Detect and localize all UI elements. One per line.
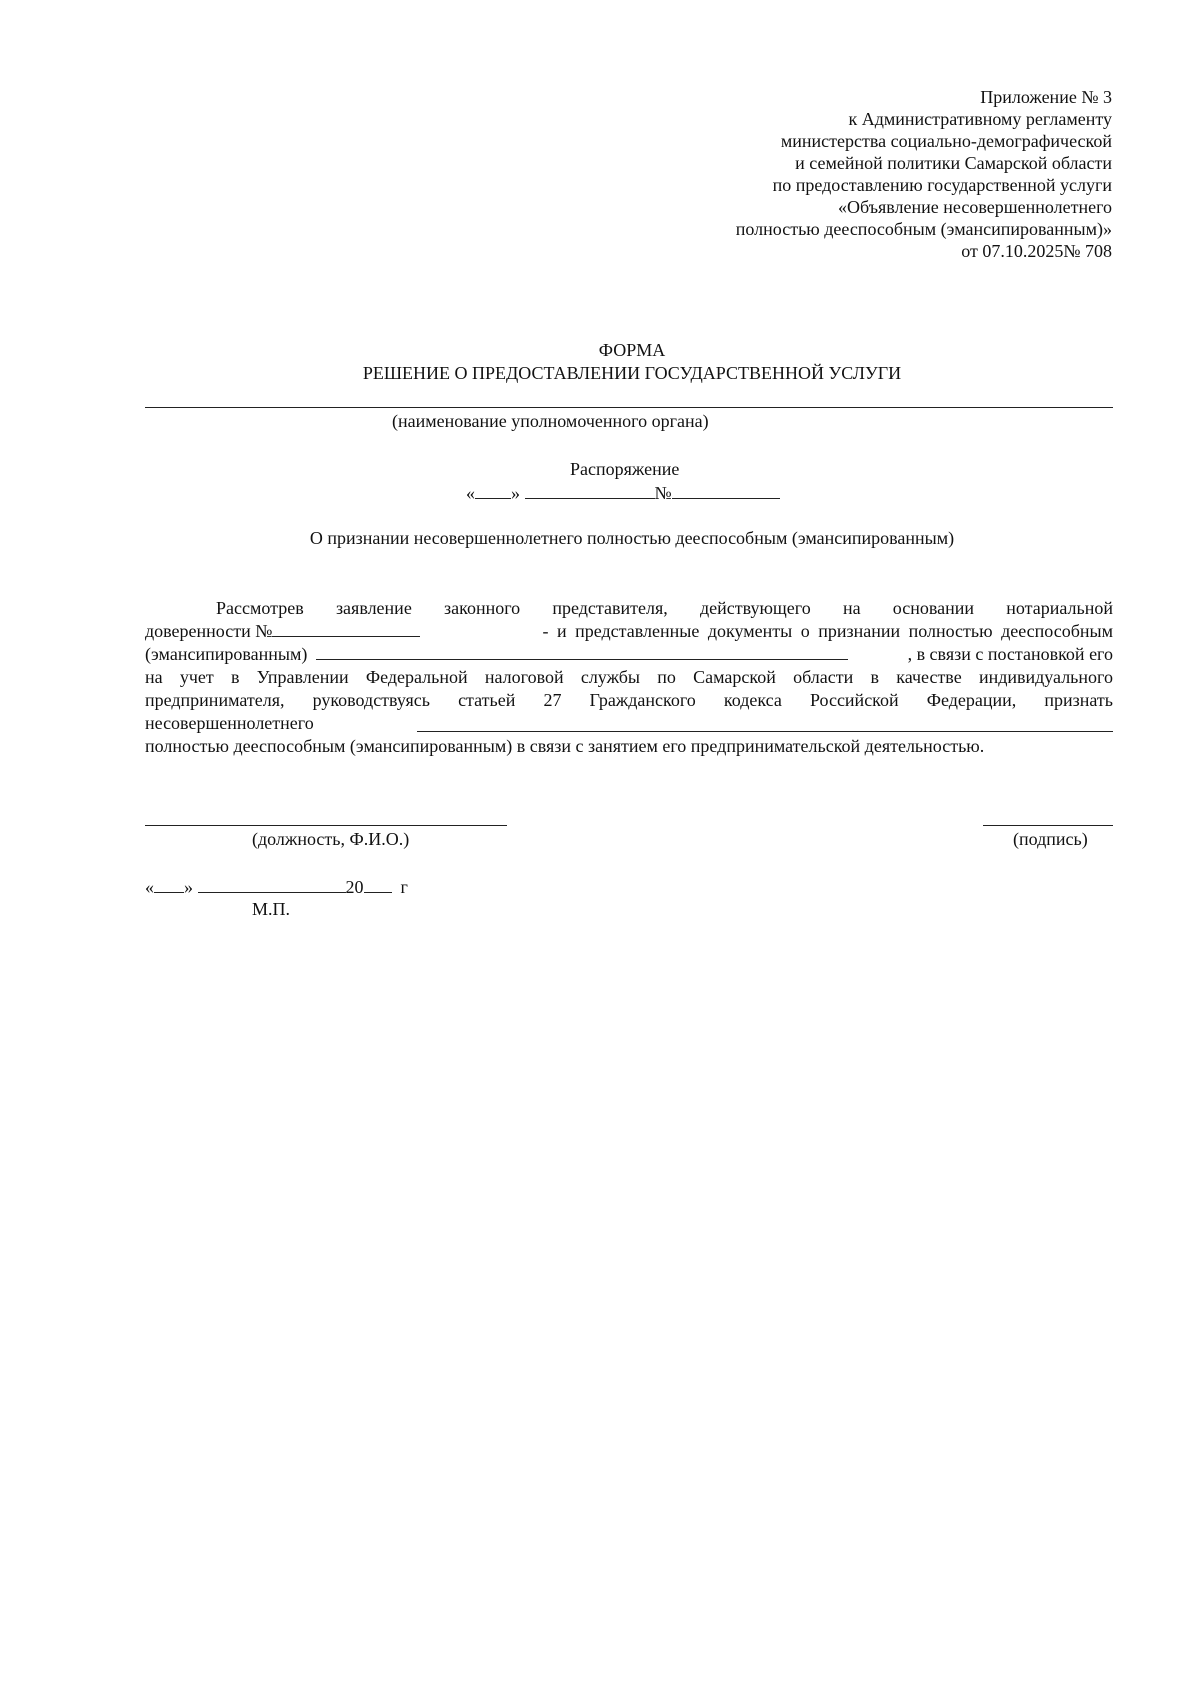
year-blank [364,876,392,893]
body-line-1 [145,597,1113,620]
year-prefix: 20 [345,877,364,897]
word: признать [1044,690,1113,710]
date-day-blank [154,876,184,893]
line2-left [145,620,420,643]
minor-name-blank [316,643,848,660]
word: заявление [335,598,412,618]
word: основании [892,598,975,618]
appendix-line: и семейной политики Самарской области [795,153,1112,173]
word: Самарской [693,667,776,687]
appendix-line: министерства социально-демографической [780,131,1112,151]
word: 27 [543,690,562,710]
word: службы [580,667,641,687]
appendix-line: от 07.10.2025№ 708 [961,241,1112,261]
minor-label: несовершеннолетнего [145,713,314,733]
date-line [145,876,408,898]
order-subject: О признании несовершеннолетнего полностью дееспособным (эмансипированным) [309,528,955,548]
word: на [145,667,163,687]
stamp-label: М.П. [252,899,291,919]
body-paragraph [145,597,1113,758]
power-of-attorney-number-blank [272,620,420,637]
word: действующего [699,598,811,618]
body-line-3 [145,643,1113,666]
signature-caption: (подпись) [1013,829,1088,849]
line3-rest: , в связи с постановкой его [907,644,1113,664]
number-sign: № [654,483,672,503]
line2-rest: - и представленные документы о признании полностью дееспособным [542,621,1113,641]
word: в [870,667,879,687]
year-suffix: г [400,877,408,897]
date-quote-close: » [184,877,193,897]
order-number-blank [672,482,780,499]
emancipated-label: (эмансипированным) [145,644,308,664]
day-blank [475,482,511,499]
word: по [657,667,676,687]
power-of-attorney-label: доверенности № [145,621,273,641]
word: Управлении [256,667,349,687]
body-line-4 [145,666,1113,689]
body-line-7: полностью дееспособным (эмансипированным) в связи с занятием его предпринимательской деятельностью. [145,736,985,756]
word: налоговой [484,667,564,687]
word: статьей [458,690,516,710]
body-line-5 [145,689,1113,712]
word: индивидуального [978,667,1113,687]
body-line-6 [145,712,1113,735]
appendix-line: «Объявление несовершеннолетнего [838,197,1112,217]
word: Гражданского [589,690,696,710]
word: законного [444,598,521,618]
word: Федеральной [365,667,468,687]
word: области [793,667,854,687]
word: на [842,598,861,618]
word: руководствуясь [312,690,430,710]
authority-caption: (наименование уполномоченного органа) [392,411,709,431]
form-label: ФОРМА [598,340,666,360]
page-title: РЕШЕНИЕ О ПРЕДОСТАВЛЕНИИ ГОСУДАРСТВЕННОЙ УСЛУГИ [362,363,902,383]
body-line-2 [145,620,1113,643]
month-blank [525,482,655,499]
quote-open: « [466,483,475,503]
order-date-number-line [466,482,780,504]
position-caption: (должность, Ф.И.О.) [252,829,410,849]
word: нотариальной [1006,598,1113,618]
authority-name-line [145,407,1113,408]
word: кодекса [723,690,782,710]
word: Федерации, [926,690,1017,710]
word: в [231,667,240,687]
date-month-blank [198,876,346,893]
word: качестве [896,667,962,687]
word: Рассмотрев [216,598,304,618]
position-line [145,825,507,826]
order-label: Распоряжение [570,459,680,479]
signature-line [983,825,1113,826]
appendix-line: по предоставлению государственной услуги [772,175,1112,195]
word: представителя, [552,598,668,618]
date-quote-open: « [145,877,154,897]
appendix-line: к Административному регламенту [848,109,1112,129]
word: предпринимателя, [145,690,285,710]
line3-left [145,643,848,666]
appendix-line: полностью дееспособным (эмансипированным)» [735,219,1112,239]
quote-close: » [511,483,520,503]
minor-blank [417,731,1113,732]
word: учет [179,667,214,687]
appendix-line: Приложение № 3 [980,87,1112,107]
word: Российской [809,690,899,710]
appendix-block [736,86,1112,262]
